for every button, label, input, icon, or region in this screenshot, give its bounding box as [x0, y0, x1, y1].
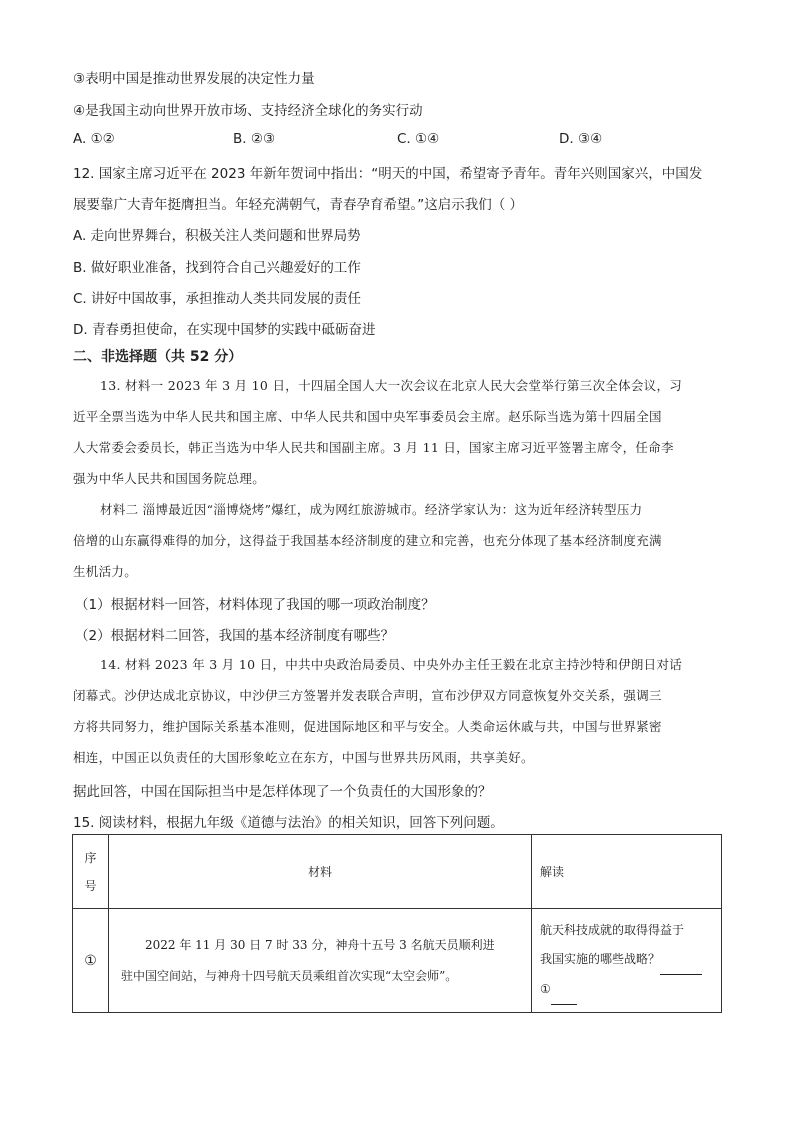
q12-stem-line-2: 展要靠广大青年挺膺担当。年轻充满朝气，青春孕育希望。”这启示我们（ ）: [73, 197, 524, 213]
q11-item-3: ③表明中国是推动世界发展的决定性力量: [73, 71, 315, 87]
q15-intro: 15. 阅读材料，根据九年级《道德与法治》的相关知识，回答下列问题。: [73, 815, 504, 831]
q14-material-line-1: 14. 材料 2023 年 3 月 10 日，中共中央政治局委员、中央外办主任王毅在北京主持沙特和伊朗日对话: [100, 657, 683, 672]
q12-option-b: B. 做好职业准备，找到符合自己兴趣爱好的工作: [73, 260, 361, 276]
q11-option-a: A. ①②: [73, 131, 115, 147]
q11-option-c: C. ①④: [397, 131, 440, 147]
q13-material1-line-2: 近平全票当选为中华人民共和国主席、中华人民共和国中央军事委员会主席。赵乐际当选为第十四届全国: [73, 409, 662, 424]
q14-question: 据此回答，中国在国际担当中是怎样体现了一个负责任的大国形象的？: [73, 784, 492, 800]
header-seq-bottom: 号: [84, 878, 97, 893]
answer-blank-1: [660, 945, 702, 975]
row-reading-answer-label: ①: [540, 982, 551, 996]
q11-item-4: ④是我国主动向世界开放市场、支持经济全球化的务实行动: [73, 103, 423, 119]
q13-subquestion-1: （1）根据材料一回答，材料体现了我国的哪一项政治制度？: [75, 597, 435, 613]
q15-table: [72, 834, 722, 1013]
row-reading-line-3: [540, 975, 720, 1005]
row-reading-line-1: 航天科技成就的取得得益于: [540, 923, 685, 937]
q13-material1-line-4: 强为中华人民共和国国务院总理。: [73, 471, 266, 486]
q14-material-line-3: 方将共同努力，维护国际关系基本准则，促进国际地区和平与安全。人类命运休戚与共，中国与世界紧密: [73, 719, 662, 734]
table-row: [73, 909, 722, 1013]
row-reading-line-2: [540, 945, 720, 975]
row-material: [109, 909, 532, 1013]
table-header-row: [73, 835, 722, 909]
answer-blank-2: [551, 975, 577, 1005]
q13-material2-line-2: 倍增的山东赢得难得的加分，这得益于我国基本经济制度的建立和完善，也充分体现了基本经济制度充满: [73, 533, 662, 548]
q13-material1-line-1: 13. 材料一 2023 年 3 月 10 日，十四届全国人大一次会议在北京人民大会堂举行第三次全体会议，习: [100, 378, 683, 393]
row-material-line-2: 驻中国空间站，与神舟十四号航天员乘组首次实现“太空会师”。: [121, 968, 458, 983]
q13-material2-line-1: 材料二 淄博最近因“淄博烧烤”爆红，成为网红旅游城市。经济学家认为：这为近年经济转型压力: [100, 502, 643, 517]
q14-material-line-4: 相连，中国正以负责任的大国形象屹立在东方，中国与世界共历风雨，共享美好。: [73, 750, 534, 765]
q13-material2-line-3: 生机活力。: [73, 564, 138, 579]
header-seq: [73, 835, 109, 909]
header-material: 材料: [109, 835, 532, 909]
q13-subquestion-2: （2）根据材料二回答，我国的基本经济制度有哪些？: [75, 628, 395, 644]
row-seq: ①: [73, 909, 109, 1013]
row-material-line-1: 2022 年 11 月 30 日 7 时 33 分，神舟十五号 3 名航天员顺利进: [145, 937, 495, 952]
section-title: 二、非选择题（共 52 分）: [73, 349, 243, 365]
q12-option-a: A. 走向世界舞台，积极关注人类问题和世界局势: [73, 228, 361, 244]
q11-option-b: B. ②③: [233, 131, 276, 147]
q12-option-d: D. 青春勇担使命，在实现中国梦的实践中砥砺奋进: [73, 322, 376, 338]
q13-material1-line-3: 人大常委会委员长，韩正当选为中华人民共和国副主席。3 月 11 日，国家主席习近平签署主席令，任命李: [73, 440, 674, 455]
q14-material-line-2: 闭幕式。沙伊达成北京协议，中沙伊三方签署并发表联合声明，宣布沙伊双方同意恢复外交关系，强调三: [73, 688, 662, 703]
header-reading: 解读: [532, 835, 722, 909]
q12-stem-line-1: 12. 国家主席习近平在 2023 年新年贺词中指出：“明天的中国，希望寄予青年。青年兴则国家兴，中国发: [73, 166, 703, 182]
row-reading-line-2-text: 我国实施的哪些战略？: [540, 952, 661, 966]
q11-option-d: D. ③④: [559, 131, 603, 147]
q12-option-c: C. 讲好中国故事，承担推动人类共同发展的责任: [73, 291, 362, 307]
row-reading: [532, 909, 722, 1013]
header-seq-top: 序: [84, 850, 97, 865]
